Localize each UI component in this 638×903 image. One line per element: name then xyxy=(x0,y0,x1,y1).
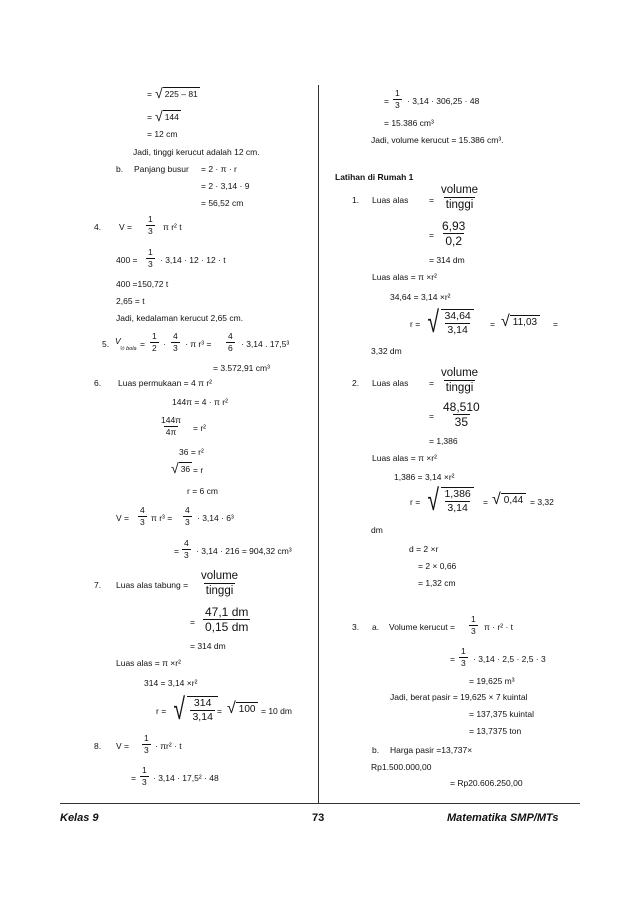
frac-4-3: $\frac{4}{3}$ xyxy=(184,538,189,560)
vk-line3: = 19,625 m³ xyxy=(469,676,515,686)
eq: = xyxy=(429,411,434,421)
eq: = xyxy=(140,339,145,349)
eq: = xyxy=(490,319,495,329)
label-b: b. xyxy=(116,164,124,174)
sqrt-144: √ 144 xyxy=(155,108,179,124)
rp-line2: = Rp20.606.250,00 xyxy=(450,778,523,788)
v8-result: · 3,14 · 17,5² · 48 xyxy=(153,773,219,783)
r-eq-1: r = xyxy=(410,319,421,329)
line-3-32: 3,32 dm xyxy=(371,346,402,356)
vk-line2: · 3,14 · 2,5 · 2,5 · 3 xyxy=(473,654,546,664)
pb-line3: = 56,52 cm xyxy=(201,198,244,208)
volume-kerucut: Volume kerucut = xyxy=(389,622,455,632)
berat-pasir-2: = 137,375 kuintal xyxy=(469,709,534,719)
line-1-386b: 1,386 = 3,14 ×r² xyxy=(394,472,455,482)
berat-pasir-3: = 13,7375 ton xyxy=(469,726,522,736)
sqrt-11-03: √ 11,03 xyxy=(501,315,540,330)
line-1-386: = 1,386 xyxy=(429,436,458,446)
l265: 2,65 = t xyxy=(116,296,145,306)
v8-rest: · πr² · t xyxy=(155,741,182,751)
eq: = xyxy=(553,319,558,329)
sqrt-0-44: √ 0,44 xyxy=(492,493,526,508)
r-eq-2: r = xyxy=(410,497,421,507)
line-314dm: = 314 dm xyxy=(429,255,465,265)
line-3-32b: = 3,32 xyxy=(530,497,554,507)
eq: = xyxy=(217,706,222,716)
luas-alas-1b: Luas alas = π ×r² xyxy=(372,272,437,282)
line-314dm: = 314 dm xyxy=(190,641,226,651)
sqrt-225-81: √ 225 – 81 xyxy=(155,85,198,101)
label-a: a. xyxy=(372,622,380,632)
v5-result: = 3.572,91 cm³ xyxy=(213,363,270,373)
eq: = xyxy=(483,497,488,507)
l400b: 400 =150,72 t xyxy=(116,279,169,289)
frac-4-3: $\frac{4}{3}$ xyxy=(173,331,178,353)
dot: · xyxy=(163,339,166,349)
num-7: 7. xyxy=(94,580,102,590)
eq: = xyxy=(174,546,179,556)
luas-alas-1: Luas alas xyxy=(372,195,409,205)
footer-rule xyxy=(60,803,580,804)
d-line1: d = 2 ×r xyxy=(409,544,439,554)
frac-1-3: $\frac{1}{3}$ xyxy=(142,765,147,787)
harga-pasir: Harga pasir =13,737× xyxy=(390,745,473,755)
frac-1-3: $\frac{1}{3}$ xyxy=(148,247,153,269)
frac-1-3: $\frac{1}{3}$ xyxy=(148,214,153,236)
sqrt-100: √ 100 xyxy=(227,702,258,717)
eq: = xyxy=(429,195,434,205)
frac-1-3: $\frac{1}{3}$ xyxy=(461,646,466,668)
pb-line1: = 2 · π · r xyxy=(201,164,237,174)
eq: = xyxy=(131,773,136,783)
frac-1-3: $\frac{1}{3}$ xyxy=(471,614,476,636)
eq: = xyxy=(429,230,434,240)
v5-rest: · 3,14 . 17,5³ xyxy=(241,339,290,349)
label-b: b. xyxy=(372,745,380,755)
v6-mid: π r³ = xyxy=(151,513,173,523)
num-8: 8. xyxy=(94,741,102,751)
sqrt-36: √ 36 xyxy=(171,460,191,476)
num-1: 1. xyxy=(352,195,360,205)
eq: = xyxy=(429,378,434,388)
v5-mid: · π r³ = xyxy=(185,339,212,349)
footer-subject: Matematika SMP/MTs xyxy=(447,812,559,824)
v4: V = xyxy=(119,222,132,232)
panjang-busur: Panjang busur xyxy=(134,164,189,174)
eq: = xyxy=(384,96,389,106)
num-2: 2. xyxy=(352,378,360,388)
frac-4-3: $\frac{4}{3}$ xyxy=(140,505,145,527)
v5: V xyxy=(115,336,121,346)
ra: · 3,14 · 306,25 · 48 xyxy=(407,96,480,106)
eq: = xyxy=(147,89,152,99)
jadi-tinggi: Jadi, tinggi kerucut adalah 12 cm. xyxy=(133,147,260,157)
sqrt-1-386-3-14: √ $\frac{1,386}{3,14}$ xyxy=(425,486,474,516)
num-3: 3. xyxy=(352,622,360,632)
rb: = 15.386 cm³ xyxy=(384,118,434,128)
eq-r2: = r² xyxy=(193,423,206,433)
line-314: 314 = 3,14 ×r² xyxy=(144,678,198,688)
frac-6-93-0-2: $\frac{6,93}{0,2}$ xyxy=(442,219,466,248)
jadi-kedalaman: Jadi, kedalaman kerucut 2,65 cm. xyxy=(116,313,244,323)
r-6cm: r = 6 cm xyxy=(187,486,218,496)
l400a: 400 = xyxy=(116,255,138,265)
luas-alas-tabung: Luas alas tabung = xyxy=(116,580,189,590)
line-34-64: 34,64 = 3,14 ×r² xyxy=(390,292,451,302)
luas-permukaan: Luas permukaan = 4 π r² xyxy=(118,378,212,388)
v6: V = xyxy=(116,513,129,523)
vk-rest: π · r² · t xyxy=(484,622,513,632)
frac-144pi-4pi: $\frac{144\pi}{4\pi}$ xyxy=(161,415,182,437)
v8: V = xyxy=(116,741,129,751)
line-144pi: 144π = 4 · π r² xyxy=(172,397,228,407)
d-line3: = 1,32 cm xyxy=(418,578,456,588)
page-number: 73 xyxy=(312,812,325,824)
sqrt-34-64-3-14: √ $\frac{34,64}{3,14}$ xyxy=(425,308,474,338)
eq: = xyxy=(190,617,195,627)
heading-latihan: Latihan di Rumah 1 xyxy=(335,172,414,182)
r-eq-7: r = xyxy=(156,706,167,716)
frac-1-3: $\frac{1}{3}$ xyxy=(395,88,400,110)
num-4: 4. xyxy=(94,222,102,232)
line-12cm: = 12 cm xyxy=(147,129,178,139)
sqrt-314-3-14: √ $\frac{314}{3,14}$ xyxy=(171,695,218,725)
num-6: 6. xyxy=(94,378,102,388)
rp-line1: Rp1.500.000,00 xyxy=(371,762,432,772)
line-36: 36 = r² xyxy=(179,447,204,457)
luas-alas-7: Luas alas = π ×r² xyxy=(116,658,181,668)
frac-1-3: $\frac{1}{3}$ xyxy=(144,733,149,755)
pb-line2: = 2 · 3,14 · 9 xyxy=(201,181,250,191)
num-5: 5. xyxy=(102,339,110,349)
dm: dm xyxy=(371,525,383,535)
eq: = xyxy=(147,112,152,122)
frac-1-2: $\frac{1}{2}$ xyxy=(152,331,157,353)
frac-volume-tinggi: volume tinggi xyxy=(441,184,479,211)
v5-sub: ½ bola xyxy=(120,346,137,352)
frac-4-3: $\frac{4}{3}$ xyxy=(185,505,190,527)
frac-volume-tinggi: volume tinggi xyxy=(201,570,239,597)
frac-4-6: $\frac{4}{6}$ xyxy=(228,331,233,353)
line-10dm: = 10 dm xyxy=(261,706,292,716)
eq-r: = r xyxy=(193,465,204,475)
berat-pasir: Jadi, berat pasir = 19,625 × 7 kuintal xyxy=(390,692,528,702)
v4-rest: π r² t xyxy=(163,222,182,232)
rc: Jadi, volume kerucut = 15.386 cm³. xyxy=(371,135,504,145)
frac-47-1-0-15: $\frac{47,1 dm}{0,15 dm}$ xyxy=(205,605,249,634)
v6-rest: · 3,14 · 6³ xyxy=(197,513,234,523)
d-line2: = 2 × 0,66 xyxy=(418,561,457,571)
frac-volume-tinggi: volume tinggi xyxy=(441,367,479,394)
footer-class: Kelas 9 xyxy=(60,812,99,824)
luas-alas-2: Luas alas xyxy=(372,378,409,388)
v6-result: · 3,14 · 216 = 904,32 cm³ xyxy=(196,546,292,556)
column-divider xyxy=(318,85,319,803)
frac-48-510-35: $\frac{48,510}{35}$ xyxy=(443,400,480,429)
luas-alas-2b: Luas alas = π ×r² xyxy=(372,453,437,463)
eq: = xyxy=(450,654,455,664)
l400a-rest: · 3,14 · 12 · 12 · t xyxy=(160,255,226,265)
